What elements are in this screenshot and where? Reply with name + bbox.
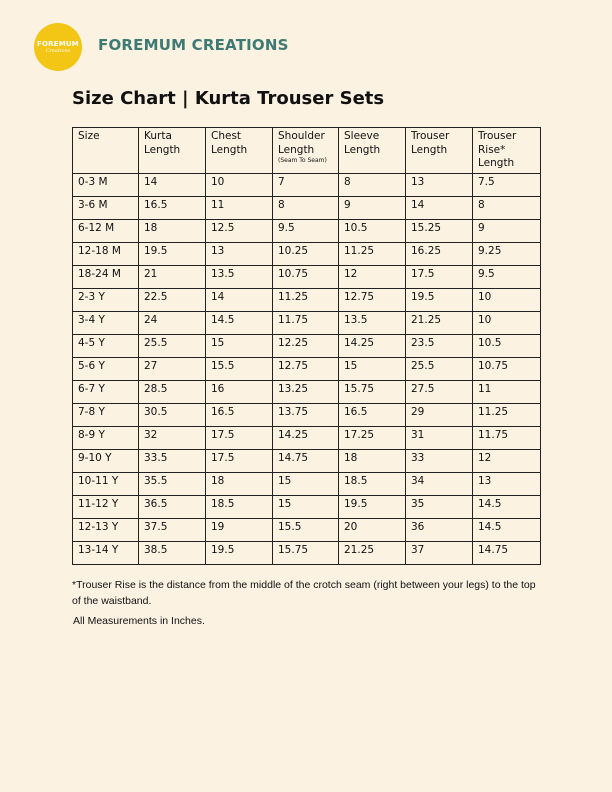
measurement-cell: 12 (473, 449, 541, 472)
measurement-cell: 11.25 (473, 403, 541, 426)
measurement-cell: 15 (206, 334, 273, 357)
measurement-cell: 10.5 (473, 334, 541, 357)
size-cell: 7-8 Y (73, 403, 139, 426)
table-row (73, 334, 541, 357)
measurement-cell: 18.5 (206, 495, 273, 518)
measurement-cell: 9.5 (273, 219, 339, 242)
units-note: All Measurements in Inches. (73, 615, 205, 627)
column-header-note: (Seam To Seam) (278, 157, 327, 164)
size-cell: 3-4 Y (73, 311, 139, 334)
table-row (73, 196, 541, 219)
measurement-cell: 13 (473, 472, 541, 495)
measurement-cell: 15.75 (273, 541, 339, 564)
measurement-cell: 17.5 (206, 426, 273, 449)
measurement-cell: 17.5 (406, 265, 473, 288)
measurement-cell: 16.5 (139, 196, 206, 219)
measurement-cell: 34 (406, 472, 473, 495)
measurement-cell: 7 (273, 173, 339, 196)
measurement-cell: 9 (473, 219, 541, 242)
measurement-cell: 12.25 (273, 334, 339, 357)
column-header-label: Kurta Length (144, 130, 181, 156)
table-row (73, 495, 541, 518)
column-header (73, 128, 139, 174)
table-row (73, 311, 541, 334)
measurement-cell: 9.5 (473, 265, 541, 288)
table-row (73, 380, 541, 403)
measurement-cell: 17.5 (206, 449, 273, 472)
measurement-cell: 12.75 (273, 357, 339, 380)
column-header-label: Shoulder Length (278, 130, 325, 156)
measurement-cell: 12.5 (206, 219, 273, 242)
table-row (73, 242, 541, 265)
measurement-cell: 29 (406, 403, 473, 426)
measurement-cell: 16.5 (339, 403, 406, 426)
measurement-cell: 10 (206, 173, 273, 196)
column-header-label: Trouser Length (411, 130, 450, 156)
table-row (73, 518, 541, 541)
size-cell: 6-12 M (73, 219, 139, 242)
logo-subtext: Creations (45, 48, 71, 54)
measurement-cell: 13.5 (206, 265, 273, 288)
measurement-cell: 17.25 (339, 426, 406, 449)
measurement-cell: 15 (273, 472, 339, 495)
measurement-cell: 19.5 (139, 242, 206, 265)
measurement-cell: 13.5 (339, 311, 406, 334)
column-header-label: Sleeve Length (344, 130, 381, 156)
size-cell: 13-14 Y (73, 541, 139, 564)
column-header-label: Chest Length (211, 130, 248, 156)
measurement-cell: 16.25 (406, 242, 473, 265)
measurement-cell: 36.5 (139, 495, 206, 518)
table-row (73, 426, 541, 449)
size-cell: 18-24 M (73, 265, 139, 288)
measurement-cell: 19.5 (206, 541, 273, 564)
measurement-cell: 18 (139, 219, 206, 242)
table-row (73, 288, 541, 311)
page-title: Size Chart | Kurta Trouser Sets (72, 88, 385, 109)
trouser-rise-footnote: *Trouser Rise is the distance from the middle of the crotch seam (right between your legs) to the top of the waistband. (72, 579, 536, 607)
table-header-row (73, 128, 541, 174)
measurement-cell: 14.5 (206, 311, 273, 334)
measurement-cell: 11.25 (273, 288, 339, 311)
logo-wordmark: FOREMUM (37, 40, 79, 48)
measurement-cell: 38.5 (139, 541, 206, 564)
size-cell: 9-10 Y (73, 449, 139, 472)
column-header (473, 128, 541, 174)
measurement-cell: 22.5 (139, 288, 206, 311)
measurement-cell: 10.75 (273, 265, 339, 288)
column-header (139, 128, 206, 174)
column-header (206, 128, 273, 174)
measurement-cell: 13 (206, 242, 273, 265)
table-row (73, 541, 541, 564)
measurement-cell: 8 (473, 196, 541, 219)
table-row (73, 403, 541, 426)
measurement-cell: 18 (206, 472, 273, 495)
measurement-cell: 15 (273, 495, 339, 518)
column-header-label: Size (78, 130, 100, 142)
measurement-cell: 10.75 (473, 357, 541, 380)
measurement-cell: 11 (473, 380, 541, 403)
measurement-cell: 11.25 (339, 242, 406, 265)
measurement-cell: 12.75 (339, 288, 406, 311)
measurement-cell: 10.5 (339, 219, 406, 242)
measurement-cell: 19 (206, 518, 273, 541)
table-row (73, 472, 541, 495)
measurement-cell: 10.25 (273, 242, 339, 265)
measurement-cell: 14.75 (273, 449, 339, 472)
measurement-cell: 35.5 (139, 472, 206, 495)
measurement-cell: 36 (406, 518, 473, 541)
measurement-cell: 18 (339, 449, 406, 472)
measurement-cell: 33 (406, 449, 473, 472)
size-cell: 12-18 M (73, 242, 139, 265)
size-cell: 6-7 Y (73, 380, 139, 403)
column-header (406, 128, 473, 174)
measurement-cell: 15.5 (206, 357, 273, 380)
size-cell: 2-3 Y (73, 288, 139, 311)
measurement-cell: 14.75 (473, 541, 541, 564)
measurement-cell: 7.5 (473, 173, 541, 196)
measurement-cell: 13.25 (273, 380, 339, 403)
measurement-cell: 14 (139, 173, 206, 196)
measurement-cell: 35 (406, 495, 473, 518)
measurement-cell: 14.25 (339, 334, 406, 357)
measurement-cell: 14 (206, 288, 273, 311)
table-row (73, 173, 541, 196)
table-body (73, 173, 541, 564)
measurement-cell: 11 (206, 196, 273, 219)
measurement-cell: 13.75 (273, 403, 339, 426)
measurement-cell: 31 (406, 426, 473, 449)
measurement-cell: 30.5 (139, 403, 206, 426)
size-cell: 4-5 Y (73, 334, 139, 357)
measurement-cell: 18.5 (339, 472, 406, 495)
measurement-cell: 28.5 (139, 380, 206, 403)
brand-name: FOREMUM CREATIONS (98, 36, 289, 54)
measurement-cell: 11.75 (273, 311, 339, 334)
table-row (73, 449, 541, 472)
size-cell: 11-12 Y (73, 495, 139, 518)
measurement-cell: 19.5 (339, 495, 406, 518)
measurement-cell: 16.5 (206, 403, 273, 426)
measurement-cell: 27 (139, 357, 206, 380)
measurement-cell: 10 (473, 311, 541, 334)
size-cell: 3-6 M (73, 196, 139, 219)
measurement-cell: 9.25 (473, 242, 541, 265)
measurement-cell: 20 (339, 518, 406, 541)
measurement-cell: 27.5 (406, 380, 473, 403)
measurement-cell: 16 (206, 380, 273, 403)
measurement-cell: 14.5 (473, 518, 541, 541)
measurement-cell: 14.5 (473, 495, 541, 518)
measurement-cell: 15.75 (339, 380, 406, 403)
measurement-cell: 19.5 (406, 288, 473, 311)
size-cell: 8-9 Y (73, 426, 139, 449)
measurement-cell: 33.5 (139, 449, 206, 472)
measurement-cell: 23.5 (406, 334, 473, 357)
measurement-cell: 15.25 (406, 219, 473, 242)
size-cell: 5-6 Y (73, 357, 139, 380)
size-cell: 12-13 Y (73, 518, 139, 541)
measurement-cell: 8 (273, 196, 339, 219)
measurement-cell: 37 (406, 541, 473, 564)
measurement-cell: 24 (139, 311, 206, 334)
brand-logo (34, 23, 82, 71)
size-cell: 10-11 Y (73, 472, 139, 495)
column-header (339, 128, 406, 174)
measurement-cell: 25.5 (139, 334, 206, 357)
measurement-cell: 14.25 (273, 426, 339, 449)
table-row (73, 219, 541, 242)
measurement-cell: 37.5 (139, 518, 206, 541)
size-chart-table (72, 127, 541, 565)
measurement-cell: 12 (339, 265, 406, 288)
measurement-cell: 15.5 (273, 518, 339, 541)
measurement-cell: 11.75 (473, 426, 541, 449)
table-row (73, 265, 541, 288)
measurement-cell: 21.25 (406, 311, 473, 334)
measurement-cell: 25.5 (406, 357, 473, 380)
table-row (73, 357, 541, 380)
column-header (273, 128, 339, 174)
column-header-label: Trouser Rise* Length (478, 130, 517, 169)
size-cell: 0-3 M (73, 173, 139, 196)
measurement-cell: 21 (139, 265, 206, 288)
measurement-cell: 9 (339, 196, 406, 219)
measurement-cell: 13 (406, 173, 473, 196)
measurement-cell: 14 (406, 196, 473, 219)
measurement-cell: 32 (139, 426, 206, 449)
measurement-cell: 8 (339, 173, 406, 196)
measurement-cell: 15 (339, 357, 406, 380)
measurement-cell: 10 (473, 288, 541, 311)
measurement-cell: 21.25 (339, 541, 406, 564)
